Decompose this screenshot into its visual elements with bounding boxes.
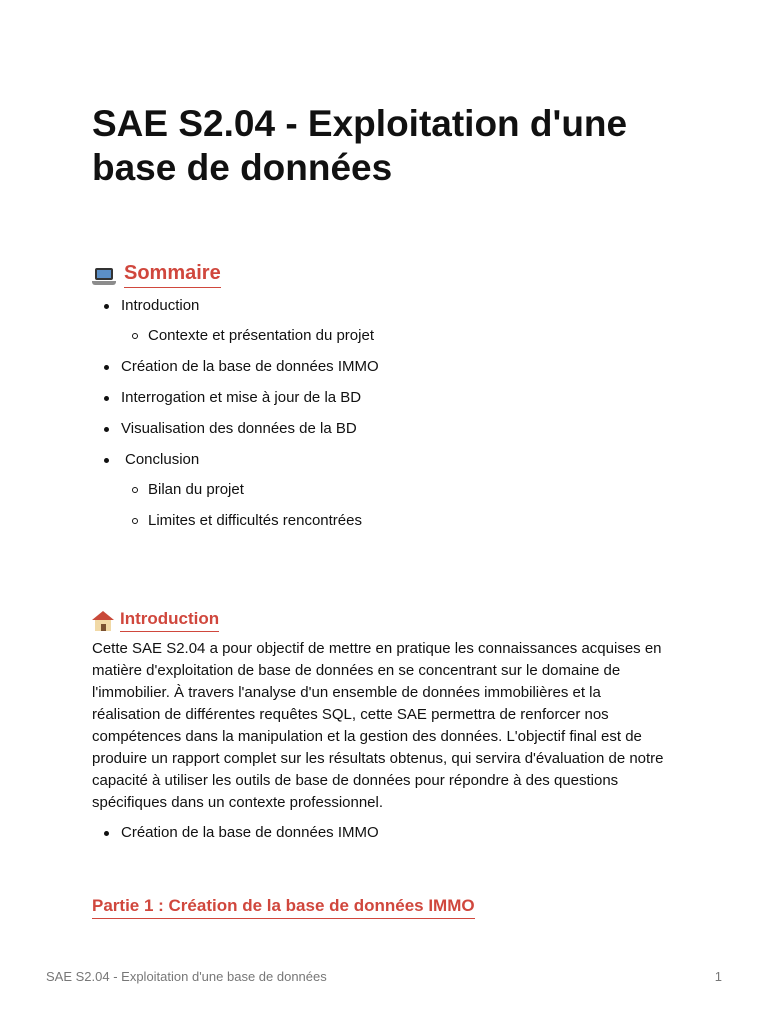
toc-subitem-limites [121, 511, 652, 531]
introduction-link[interactable]: Introduction [120, 607, 219, 632]
document-page [92, 102, 672, 915]
laptop-icon [92, 266, 116, 286]
toc-subitem-label: Limites et difficultés rencontrées [148, 512, 362, 529]
toc-item-visualisation [92, 419, 652, 439]
toc-item-creation [92, 357, 652, 377]
sommaire-link[interactable]: Sommaire [124, 260, 221, 288]
document-title: SAE S2.04 - Exploitation d'une base de données [92, 103, 628, 188]
toc-subitem-contexte [121, 326, 652, 346]
partie1-heading [92, 894, 475, 919]
toc-subitem-label: Contexte et présentation du projet [148, 327, 374, 344]
toc-sublist [121, 326, 652, 346]
toc-subitem-bilan [121, 480, 652, 500]
toc-item-label: Création de la base de données IMMO [121, 358, 379, 375]
partie1-link[interactable]: Partie 1 : Création de la base de données IMMO [92, 894, 475, 919]
footer-page-number: 1 [714, 969, 722, 984]
toc-item-conclusion [92, 450, 652, 531]
house-icon [92, 611, 114, 631]
toc-sublist [121, 480, 652, 531]
toc-item-introduction [92, 296, 652, 346]
list-item-label: Création de la base de données IMMO [121, 824, 379, 841]
toc-item-label: Interrogation et mise à jour de la BD [121, 389, 362, 406]
toc-item-label: Visualisation des données de la BD [121, 420, 357, 437]
introduction-paragraph: Cette SAE S2.04 a pour objectif de mettre en pratique les connaissances acquises en matière d'exploitation de base de données en se concentrant sur le domaine de l'immobilier. À travers l'analyse d'un ensemble de données immobilières et la réalisation de différentes requêtes SQL, cette SAE permettra de renforcer nos compétences dans la manipulation et la gestion des données. L'objectif final est de produire un rapport complet sur les résultats obtenus, qui servira d'évaluation de notre capacité à utiliser les outils de base de données pour répondre à des questions spécifiques dans un contexte professionnel. [92, 640, 664, 811]
toc-item-label: Introduction [121, 297, 200, 314]
toc-item-interrogation [92, 388, 652, 408]
toc-subitem-label: Bilan du projet [148, 481, 244, 498]
toc-item-label: Conclusion [125, 451, 200, 468]
sommaire-heading [92, 260, 221, 288]
introduction-list [92, 823, 379, 843]
footer-document-title: SAE S2.04 - Exploitation d'une base de données [46, 969, 327, 984]
introduction-heading [92, 607, 219, 632]
list-item [92, 823, 379, 843]
table-of-contents [92, 296, 652, 542]
